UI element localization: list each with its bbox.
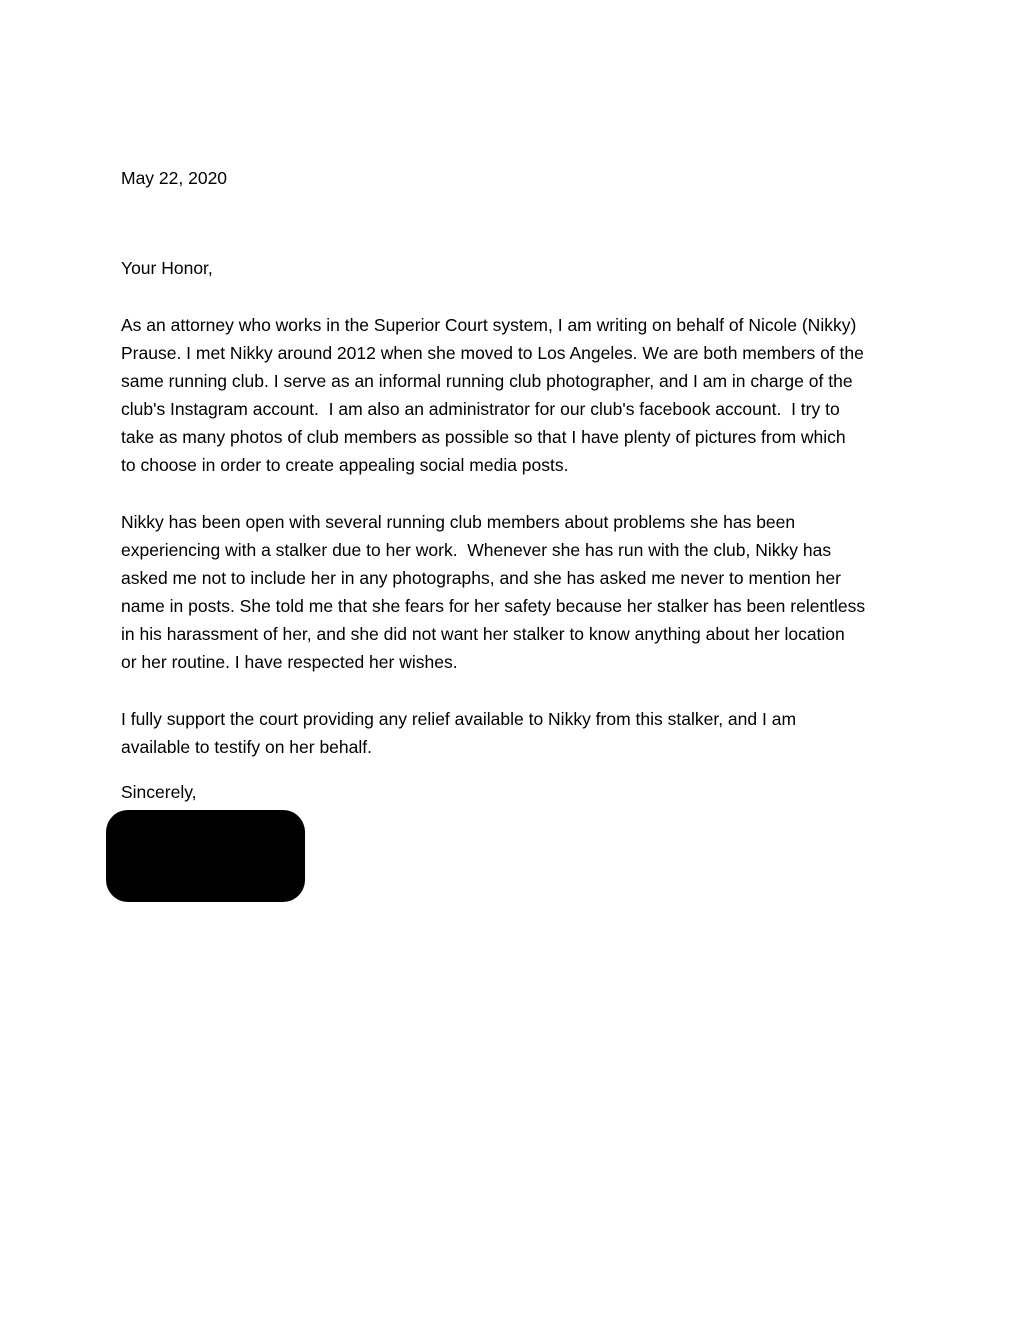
paragraph-line: club's Instagram account. I am also an administrator for our club's facebook account. I try to [121, 399, 840, 419]
paragraph-line: available to testify on her behalf. [121, 737, 372, 757]
paragraph-line: As an attorney who works in the Superior Court system, I am writing on behalf of Nicole (Nikky) [121, 315, 857, 335]
paragraph-line: asked me not to include her in any photographs, and she has asked me never to mention her [121, 568, 841, 588]
paragraph-line: or her routine. I have respected her wishes. [121, 652, 458, 672]
paragraph-line: take as many photos of club members as possible so that I have plenty of pictures from which [121, 427, 846, 447]
body-paragraph-3 [121, 705, 796, 761]
paragraph-line: Nikky has been open with several running club members about problems she has been [121, 512, 796, 532]
paragraph-line: in his harassment of her, and she did not want her stalker to know anything about her location [121, 624, 845, 644]
body-paragraph-2 [121, 508, 865, 676]
paragraph-line: same running club. I serve as an informal running club photographer, and I am in charge of the [121, 371, 853, 391]
signature-redaction-box [106, 810, 305, 902]
paragraph-line: name in posts. She told me that she fears for her safety because her stalker has been relentless [121, 596, 866, 616]
body-paragraph-1 [121, 311, 864, 479]
closing-text: Sincerely, [121, 782, 197, 802]
salutation-text: Your Honor, [121, 258, 213, 278]
paragraph-line: Prause. I met Nikky around 2012 when she moved to Los Angeles. We are both members of the [121, 343, 864, 363]
letter-salutation [121, 254, 213, 282]
date-text: May 22, 2020 [121, 168, 228, 188]
paragraph-line: I fully support the court providing any relief available to Nikky from this stalker, and I am [121, 709, 797, 729]
letter-date [121, 164, 227, 192]
paragraph-line: to choose in order to create appealing social media posts. [121, 455, 569, 475]
paragraph-line: experiencing with a stalker due to her work. Whenever she has run with the club, Nikky has [121, 540, 832, 560]
letter-closing [121, 778, 197, 806]
